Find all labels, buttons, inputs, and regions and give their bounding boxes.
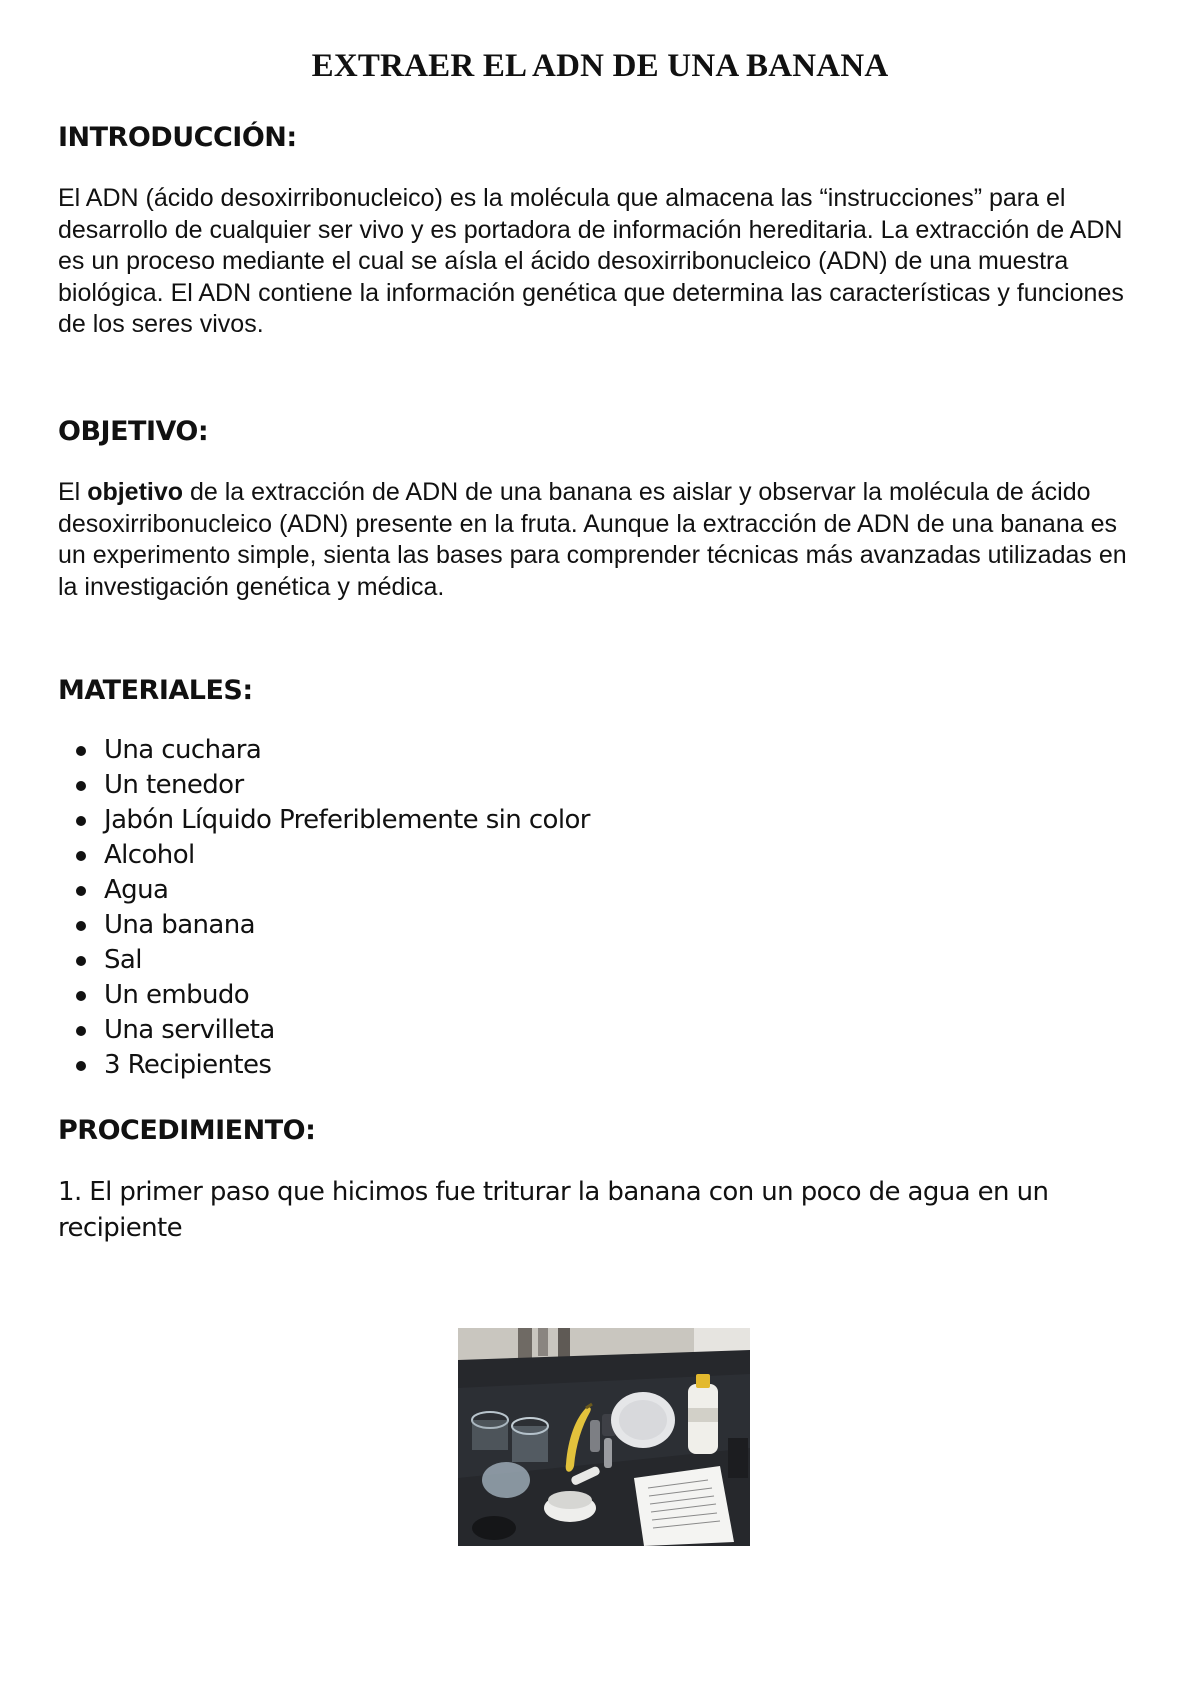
materials-list <box>58 733 590 1083</box>
objective-text-rest: de la extracción de ADN de una banana es aislar y observar la molécula de ácido desoxirribonucleico (ADN) presente en la fruta. Aunque la extracción de ADN de una banana es un experimento simple, sienta las bases para comprender técnicas más avanzadas utilizadas en la investigación genética y médica. <box>58 478 1127 601</box>
bullet-icon <box>76 921 86 931</box>
list-item <box>58 1048 590 1083</box>
list-item-label: Una servilleta <box>104 1015 275 1045</box>
bullet-icon <box>76 816 86 826</box>
list-item-label: 3 Recipientes <box>104 1050 272 1080</box>
list-item <box>58 803 590 838</box>
objective-text-start: El <box>58 478 88 506</box>
intro-heading: INTRODUCCIÓN: <box>58 122 297 153</box>
list-item-label: Un tenedor <box>104 770 244 800</box>
objective-paragraph <box>58 477 1148 603</box>
bullet-icon <box>76 886 86 896</box>
bullet-icon <box>76 1026 86 1036</box>
bullet-icon <box>76 1061 86 1071</box>
list-item <box>58 943 590 978</box>
list-item-label: Una banana <box>104 910 255 940</box>
objective-bold-word: objetivo <box>87 478 184 506</box>
bullet-icon <box>76 781 86 791</box>
list-item-label: Alcohol <box>104 840 195 870</box>
bullet-icon <box>76 746 86 756</box>
materials-heading: MATERIALES: <box>58 675 253 706</box>
list-item-label: Una cuchara <box>104 735 262 765</box>
list-item <box>58 768 590 803</box>
bullet-icon <box>76 991 86 1001</box>
experiment-photo-drawing <box>458 1328 750 1546</box>
list-item <box>58 1013 590 1048</box>
list-item <box>58 978 590 1013</box>
intro-paragraph: El ADN (ácido desoxirribonucleico) es la molécula que almacena las “instrucciones” para el desarrollo de cualquier ser vivo y es portadora de información hereditaria. La extracción de ADN es un proceso mediante el cual se aísla el ácido desoxirribonucleico (ADN) de una muestra biológica. El ADN contiene la información genética que determina las características y funciones de los seres vivos. <box>58 184 1124 338</box>
procedure-step-1: 1. El primer paso que hicimos fue triturar la banana con un poco de agua en un recipiente <box>58 1177 1049 1243</box>
list-item-label: Agua <box>104 875 169 905</box>
list-item <box>58 873 590 908</box>
bullet-icon <box>76 956 86 966</box>
list-item-label: Sal <box>104 945 142 975</box>
document-title: EXTRAER EL ADN DE UNA BANANA <box>311 48 889 84</box>
list-item <box>58 733 590 768</box>
objective-heading: OBJETIVO: <box>58 416 209 447</box>
list-item-label: Jabón Líquido Preferiblemente sin color <box>104 805 590 835</box>
list-item <box>58 908 590 943</box>
list-item-label: Un embudo <box>104 980 250 1010</box>
list-item <box>58 838 590 873</box>
experiment-photo <box>458 1328 750 1546</box>
bullet-icon <box>76 851 86 861</box>
procedure-heading: PROCEDIMIENTO: <box>58 1115 316 1146</box>
